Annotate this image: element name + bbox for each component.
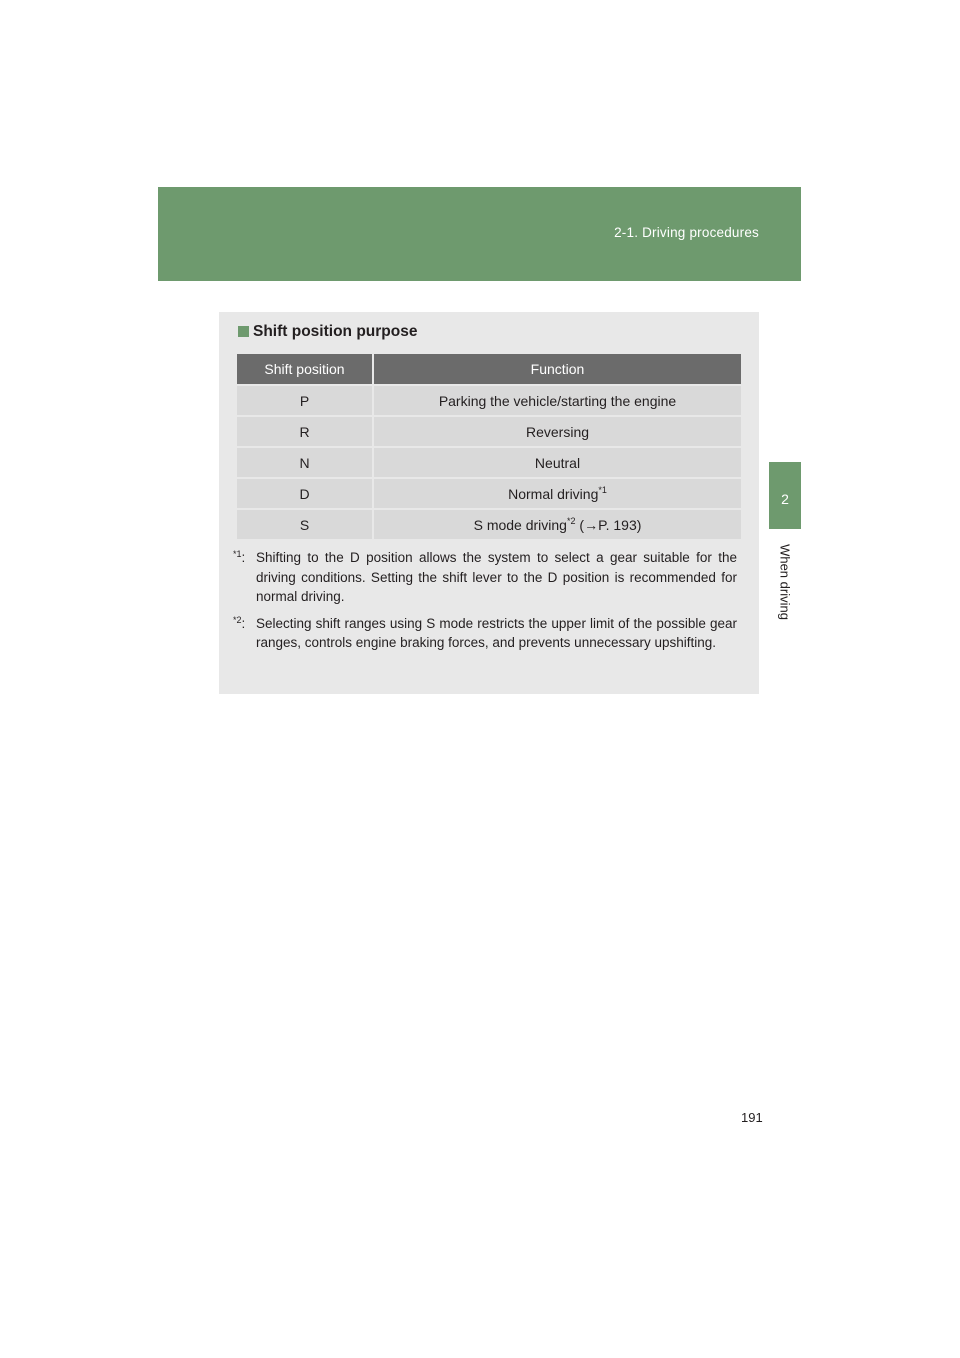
- square-bullet-icon: [238, 326, 249, 337]
- function-cell: S mode driving$^{*2}$ (→P. 193): [373, 509, 741, 539]
- arrow-right-icon: →: [584, 516, 599, 533]
- section-title: 2-1. Driving procedures: [614, 225, 759, 240]
- footnotes: [233, 548, 737, 660]
- function-text: Normal driving: [508, 485, 599, 502]
- footnote-ref: *1: [598, 484, 607, 495]
- table-row: [237, 509, 741, 539]
- info-box: [219, 312, 759, 694]
- footnote: [233, 614, 737, 653]
- footnote: [233, 548, 737, 607]
- table-header-row: [237, 354, 741, 385]
- chapter-number: 2: [781, 491, 789, 507]
- chapter-header-band: [158, 187, 801, 281]
- function-cell: [373, 478, 741, 509]
- table-row: [237, 478, 741, 509]
- chapter-label: When driving: [777, 544, 793, 620]
- function-cell: Parking the vehicle/starting the engine: [373, 385, 741, 416]
- function-cell: Reversing: [373, 416, 741, 447]
- table-row: [237, 447, 741, 478]
- footnote-ref: *2: [566, 515, 576, 526]
- column-header-function: Function: [373, 354, 741, 385]
- table-row: [237, 416, 741, 447]
- shift-position-cell: P: [237, 385, 373, 416]
- page-number: 191: [741, 1110, 763, 1125]
- shift-position-cell: N: [237, 447, 373, 478]
- shift-position-cell: S: [237, 509, 373, 539]
- column-header-shift-position: Shift position: [237, 354, 373, 385]
- section-heading: [238, 323, 417, 341]
- footnote-text: Shifting to the D position allows the system to select a gear suitable for the driving conditions. Setting the shift lever to the D position is recommended for normal driving.: [256, 550, 737, 604]
- footnote-text: Selecting shift ranges using S mode restricts the upper limit of the possible gear ranges, controls engine braking forces, and prevents unnecessary upshifting.: [256, 615, 737, 650]
- chapter-tab: [769, 462, 801, 529]
- shift-position-cell: D: [237, 478, 373, 509]
- page-reference-link[interactable]: P. 193: [598, 516, 637, 533]
- section-heading-text: Shift position purpose: [253, 323, 418, 340]
- function-cell: Neutral: [373, 447, 741, 478]
- footnote-mark: $^{*2}$:: [233, 614, 246, 631]
- table-row: [237, 385, 741, 416]
- shift-position-cell: R: [237, 416, 373, 447]
- shift-position-table: [237, 354, 741, 539]
- function-text: S mode driving: [473, 516, 567, 533]
- footnote-mark: $^{*1}$:: [233, 549, 246, 565]
